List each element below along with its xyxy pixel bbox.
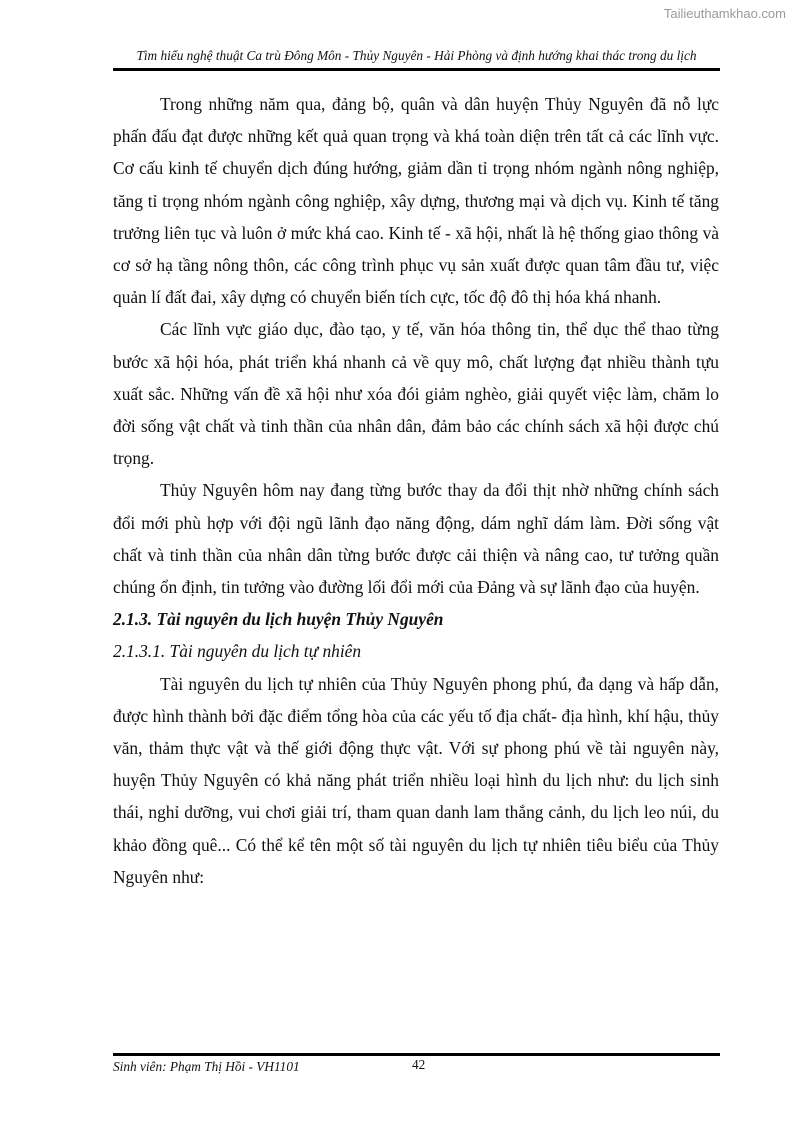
paragraph: Thủy Nguyên hôm nay đang từng bước thay da đổi thịt nhờ những chính sách đổi mới phù hợp với đội ngũ lãnh đạo năng động, dám nghĩ dám làm. Đời sống vật chất và tinh thần của nhân dân từng bước được cải thiện và nâng cao, tư tưởng quần chúng ổn định, tin tưởng vào đường lối đổi mới của Đảng và sự lãnh đạo của huyện. (113, 480, 719, 598)
page-number: 42 (412, 1057, 426, 1072)
paragraph: Tài nguyên du lịch tự nhiên của Thủy Nguyên phong phú, đa dạng và hấp dẫn, được hình thành bởi đặc điểm tổng hòa của các yếu tố địa chất- địa hình, khí hậu, thủy văn, thảm thực vật và thế giới động thực vật. Với sự phong phú về tài nguyên này, huyện Thủy Nguyên có khả năng phát triển nhiều loại hình du lịch như: du lịch sinh thái, nghỉ dưỡng, vui chơi giải trí, tham quan danh lam thắng cảnh, du lịch leo núi, du khảo đồng quê... Có thể kể tên một số tài nguyên du lịch tự nhiên tiêu biểu của Thủy Nguyên như: (113, 673, 719, 887)
header-rule (113, 68, 720, 71)
paragraph: Các lĩnh vực giáo dục, đào tạo, y tế, văn hóa thông tin, thể dục thể thao từng bước xã hội hóa, phát triển khá nhanh cả về quy mô, chất lượng đạt nhiều thành tựu xuất sắc. Những vấn đề xã hội như xóa đói giảm nghèo, giải quyết việc làm, chăm lo đời sống vật chất và tinh thần của nhân dân, đảm bảo các chính sách xã hội được chú trọng. (113, 319, 719, 469)
paragraph: Trong những năm qua, đảng bộ, quân và dân huyện Thủy Nguyên đã nỗ lực phấn đấu đạt được những kết quả quan trọng và khá toàn diện trên tất cả các lĩnh vực. Cơ cấu kinh tế chuyển dịch đúng hướng, giảm dần tỉ trọng nhóm ngành nông nghiệp, tăng tỉ trọng nhóm ngành công nghiệp, xây dựng, thương mại và dịch vụ. Kinh tế tăng trưởng liên tục và luôn ở mức khá cao. Kinh tế - xã hội, nhất là hệ thống giao thông và cơ sở hạ tầng nông thôn, các công trình phục vụ sản xuất được quan tâm đầu tư, việc quản lí đất đai, xây dựng có chuyển biến tích cực, tốc độ đô thị hóa khá nhanh. (113, 94, 719, 308)
running-header: Tìm hiểu nghệ thuật Ca trù Đông Môn - Thủy Nguyên - Hải Phòng và định hướng khai thác trong du lịch (136, 48, 697, 63)
section-heading: 2.1.3. Tài nguyên du lịch huyện Thủy Nguyên (113, 609, 444, 630)
page-body (113, 88, 719, 893)
watermark: Tailieuthamkhao.com (663, 6, 786, 21)
footer-author: Sinh viên: Phạm Thị Hồi - VH1101 (113, 1059, 300, 1074)
subsection-heading: 2.1.3.1. Tài nguyên du lịch tự nhiên (113, 641, 362, 662)
